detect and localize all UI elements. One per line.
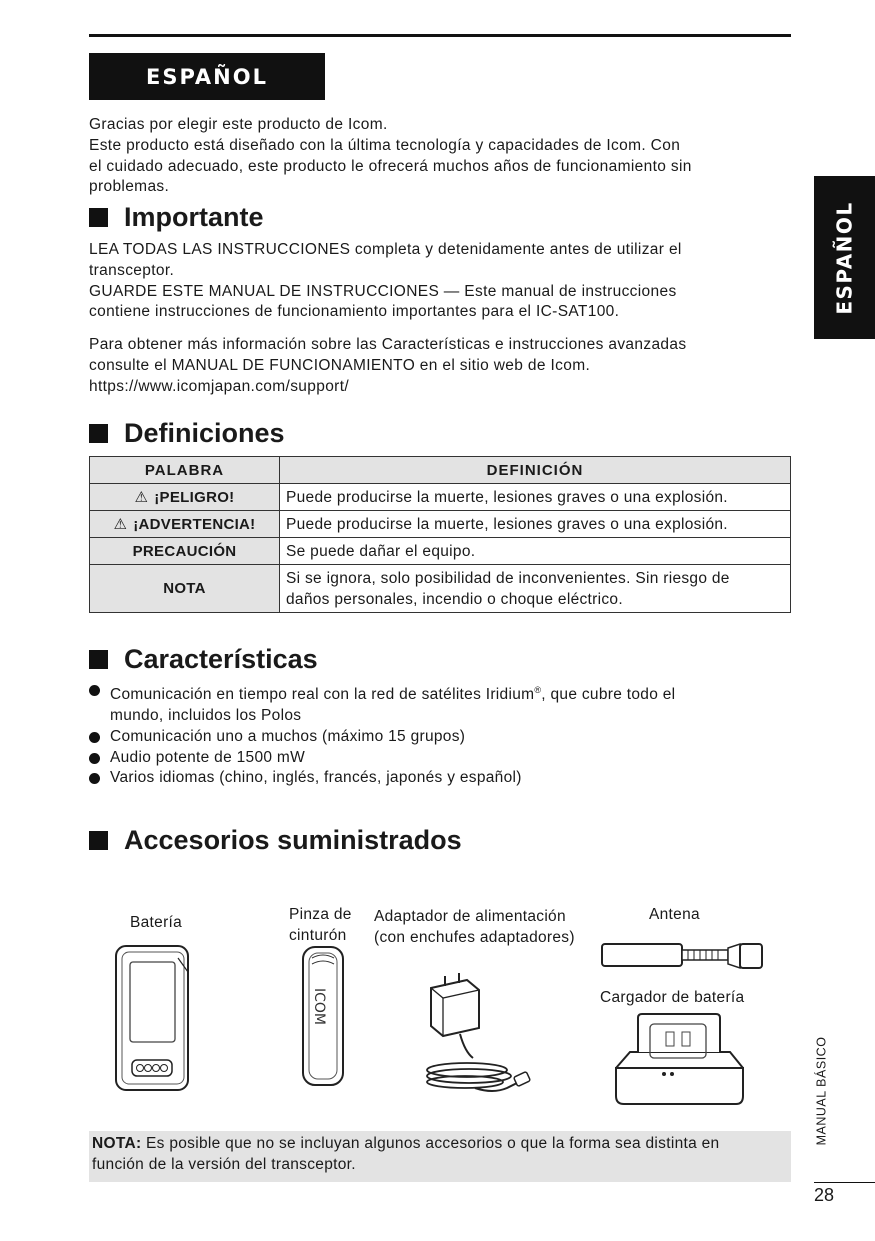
power-adapter-icon <box>415 966 540 1106</box>
intro-line: problemas. <box>89 178 170 196</box>
definition-line: daños personales, incendio o choque eléctrico. <box>286 590 623 608</box>
battery-label: Batería <box>130 914 183 931</box>
importante-line: contiene instrucciones de funcionamiento importantes para el IC-SAT100. <box>89 303 620 321</box>
column-header-word: PALABRA <box>90 457 280 484</box>
importante-line: GUARDE ESTE MANUAL DE INSTRUCCIONES — Este manual de instrucciones <box>89 282 677 300</box>
belt-clip-icon <box>300 944 346 1088</box>
warning-triangle-icon: ⚠ <box>113 516 128 533</box>
table-row <box>90 511 791 538</box>
feature-line: Varios idiomas (chino, inglés, francés, japonés y español) <box>110 769 522 787</box>
column-header-definition: DEFINICIÓN <box>280 457 791 484</box>
heading-accesorios <box>89 825 462 856</box>
charger-label: Cargador de batería <box>600 989 745 1006</box>
battery-charger-icon <box>612 1012 747 1108</box>
word-cell <box>90 511 280 538</box>
definition-line: Si se ignora, solo posibilidad de inconvenientes. Sin riesgo de <box>286 569 730 587</box>
antenna-label: Antena <box>649 906 700 923</box>
note-label: NOTA: <box>92 1135 142 1152</box>
feature-line: Comunicación uno a muchos (máximo 15 grupos) <box>110 727 466 745</box>
list-item <box>89 768 749 789</box>
importante-line: LEA TODAS LAS INSTRUCCIONES completa y detenidamente antes de utilizar el <box>89 241 682 258</box>
features-list <box>89 680 749 789</box>
clip-logo-text: ICOM <box>311 988 327 1026</box>
definition-cell <box>280 565 791 613</box>
table-row <box>90 484 791 511</box>
registered-mark: ® <box>534 685 542 695</box>
heading-importante <box>89 202 264 233</box>
importante-line: Para obtener más información sobre las Características e instrucciones avanzadas <box>89 336 687 353</box>
intro-line: Este producto está diseñado con la última tecnología y capacidades de Icom. Con <box>89 136 681 154</box>
heading-text: Accesorios suministrados <box>124 825 462 855</box>
list-item <box>89 748 749 769</box>
page-number: 28 <box>814 1185 835 1205</box>
manual-type-text: MANUAL BÁSICO <box>814 1036 828 1146</box>
importante-line: transceptor. <box>89 261 175 279</box>
table-header-row <box>90 457 791 484</box>
adapter-label: Adaptador de alimentación (con enchufes adaptadores) <box>374 908 575 946</box>
intro-line: Gracias por elegir este producto de Icom. <box>89 116 388 133</box>
heading-text: Importante <box>124 202 264 232</box>
definition-cell: Se puede dañar el equipo. <box>280 538 791 565</box>
importante-line: consulte el MANUAL DE FUNCIONAMIENTO en el sitio web de Icom. <box>89 356 591 374</box>
heading-caracteristicas <box>89 644 318 675</box>
definition-cell: Puede producirse la muerte, lesiones graves o una explosión. <box>280 484 791 511</box>
word-text: ¡ADVERTENCIA! <box>133 516 256 533</box>
word-text: ¡PELIGRO! <box>154 489 235 506</box>
table-row <box>90 565 791 613</box>
side-tab-label: ESPAÑOL <box>832 200 857 315</box>
heading-definiciones <box>89 418 285 449</box>
feature-line: Comunicación en tiempo real con la red de satélites Iridium®, que cubre todo el <box>110 685 676 704</box>
language-banner: ESPAÑOL <box>89 53 325 100</box>
word-cell <box>90 484 280 511</box>
warning-triangle-icon: ⚠ <box>134 489 149 506</box>
belt-clip-label: Pinza de cinturón <box>289 906 352 944</box>
word-cell: PRECAUCIÓN <box>90 538 280 565</box>
intro-line: el cuidado adecuado, este producto le ofrecerá muchos años de funcionamiento sin <box>89 157 692 175</box>
square-bullet-icon <box>89 208 108 227</box>
list-item <box>89 727 749 748</box>
note-text: Es posible que no se incluyan algunos accesorios o que la forma sea distinta en <box>141 1135 720 1152</box>
note-text: función de la versión del transceptor. <box>92 1156 356 1173</box>
battery-icon <box>110 942 194 1094</box>
note-box <box>89 1131 791 1182</box>
square-bullet-icon <box>89 650 108 669</box>
intro-paragraph <box>89 115 754 198</box>
table-row <box>90 538 791 565</box>
word-cell: NOTA <box>90 565 280 613</box>
side-language-tab <box>814 176 875 339</box>
antenna-icon <box>600 938 766 974</box>
definition-cell: Puede producirse la muerte, lesiones graves o una explosión. <box>280 511 791 538</box>
importante-paragraph-1 <box>89 240 754 323</box>
heading-text: Definiciones <box>124 418 285 448</box>
top-rule <box>89 34 791 37</box>
feature-line: mundo, incluidos los Polos <box>110 706 302 724</box>
list-item <box>89 680 749 727</box>
feature-line: Audio potente de 1500 mW <box>110 748 306 766</box>
support-url[interactable]: https://www.icomjapan.com/support/ <box>89 377 350 395</box>
heading-text: Características <box>124 644 318 674</box>
definitions-table <box>89 456 791 613</box>
importante-paragraph-2 <box>89 335 754 397</box>
manual-type-label <box>813 1031 829 1151</box>
page-number-rule <box>814 1182 875 1183</box>
square-bullet-icon <box>89 831 108 850</box>
square-bullet-icon <box>89 424 108 443</box>
